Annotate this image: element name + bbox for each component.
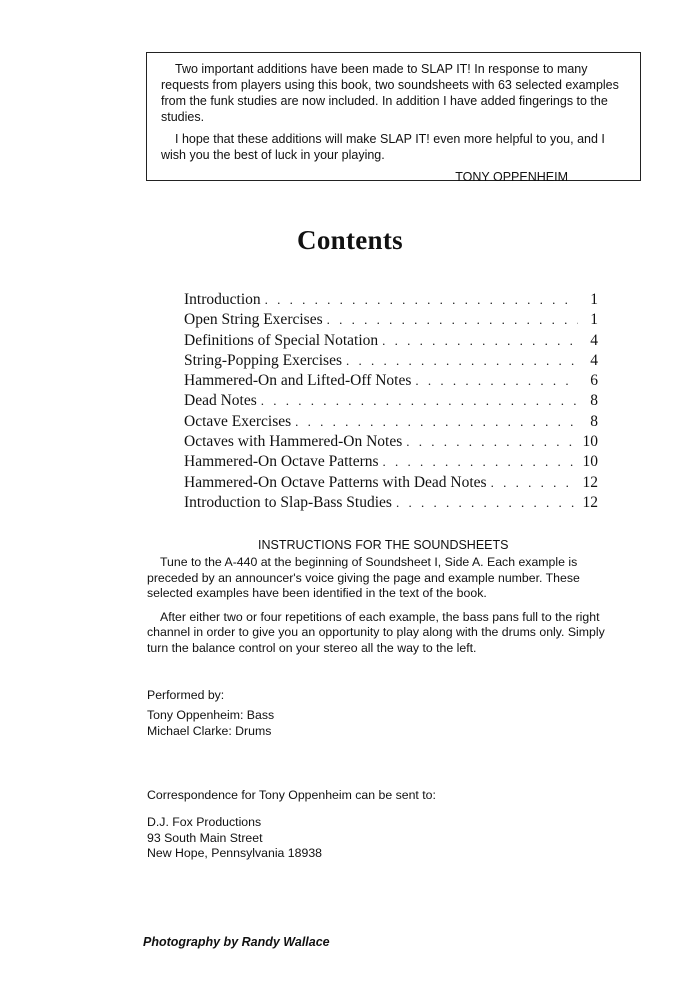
toc-entry-page: 12: [582, 473, 598, 491]
notice-paragraph-1: Two important additions have been made to SLAP IT! In response to many requests from players using this book, two soundsheets with 63 selected examples from the funk studies are now included. In addition I have added fingerings to the studies.: [161, 62, 619, 124]
photography-credit: Photography by Randy Wallace: [143, 935, 330, 949]
toc-entry-title: String-Popping Exercises: [184, 351, 342, 369]
instructions-paragraph-1: Tune to the A-440 at the beginning of Soundsheet I, Side A. Each example is preceded by an announcer's voice giving the page and example number. These selected examples have been identified in the text of the book.: [147, 555, 580, 600]
toc-leader-dots: [406, 434, 576, 450]
credit-bass: Tony Oppenheim: Bass: [147, 708, 275, 722]
toc-entry-page: 10: [582, 453, 598, 471]
notice-signature: TONY OPPENHEIM: [455, 170, 568, 184]
instructions-heading: INSTRUCTIONS FOR THE SOUNDSHEETS: [258, 538, 509, 552]
toc-entry-page: 1: [590, 291, 598, 308]
toc-entry-page: 8: [590, 392, 598, 410]
toc-entry: [184, 352, 598, 372]
toc-entry-title: Hammered-On and Lifted-Off Notes: [184, 372, 412, 390]
toc-entry: [184, 372, 598, 392]
toc-leader-dots: [261, 393, 578, 409]
toc-leader-dots: [491, 475, 577, 491]
toc-entry-page: 1: [590, 311, 598, 329]
address-line-1: D.J. Fox Productions: [147, 815, 262, 829]
correspondence-heading: Correspondence for Tony Oppenheim can be sent to:: [147, 788, 436, 802]
toc-entry-page: 4: [590, 351, 598, 369]
toc-entry-title: Definitions of Special Notation: [184, 331, 379, 349]
toc-entry-title: Introduction: [184, 291, 261, 308]
toc-leader-dots: [265, 292, 578, 308]
credits-heading: Performed by:: [147, 688, 225, 702]
toc-entry: [184, 291, 598, 311]
toc-entry-title: Hammered-On Octave Patterns: [184, 453, 379, 471]
toc-entry-title: Octave Exercises: [184, 412, 292, 430]
toc-entry-title: Open String Exercises: [184, 311, 323, 329]
notice-box: [146, 52, 641, 184]
toc-entry: [184, 311, 598, 331]
correspondence-address: [147, 815, 322, 862]
toc-leader-dots: [382, 333, 578, 349]
toc-leader-dots: [295, 414, 578, 430]
toc-entry-page: 8: [590, 412, 598, 430]
credits-heading-block: [147, 688, 224, 704]
instructions-paragraph-2: After either two or four repetitions of each example, the bass pans full to the right channel in order to give you an opportunity to play along with the drums only. Simply turn the balance control on your stereo all the way to the left.: [147, 609, 605, 655]
toc-entry-page: 10: [582, 433, 598, 451]
contents-heading: Contents: [297, 225, 403, 255]
toc-leader-dots: [327, 312, 578, 328]
toc-entry-page: 6: [590, 372, 598, 390]
toc-entry-title: Hammered-On Octave Patterns with Dead Notes: [184, 473, 487, 491]
toc-entry: [184, 474, 598, 494]
credits-list: [147, 708, 274, 739]
table-of-contents: [184, 291, 598, 514]
toc-entry: [184, 433, 598, 453]
toc-entry-title: Introduction to Slap-Bass Studies: [184, 493, 392, 511]
toc-entry: [184, 453, 598, 473]
toc-entry: [184, 494, 598, 514]
address-line-3: New Hope, Pennsylvania 18938: [147, 846, 323, 860]
credit-drums: Michael Clarke: Drums: [147, 723, 272, 738]
toc-entry-title: Octaves with Hammered-On Notes: [184, 433, 403, 451]
notice-paragraph-2: I hope that these additions will make SLAP IT! even more helpful to you, and I wish you the best of luck in your playing.: [161, 132, 605, 162]
toc-leader-dots: [415, 373, 578, 389]
correspondence-heading-block: [147, 788, 436, 804]
instructions-body: [147, 555, 619, 664]
toc-entry: [184, 413, 598, 433]
toc-entry-page: 4: [590, 331, 598, 349]
toc-entry-title: Dead Notes: [184, 392, 257, 410]
toc-leader-dots: [396, 495, 577, 511]
toc-entry: [184, 392, 598, 412]
toc-entry: [184, 332, 598, 352]
toc-entry-page: 12: [582, 493, 598, 511]
address-line-2: 93 South Main Street: [147, 830, 263, 845]
toc-leader-dots: [346, 353, 578, 369]
toc-leader-dots: [383, 454, 577, 470]
